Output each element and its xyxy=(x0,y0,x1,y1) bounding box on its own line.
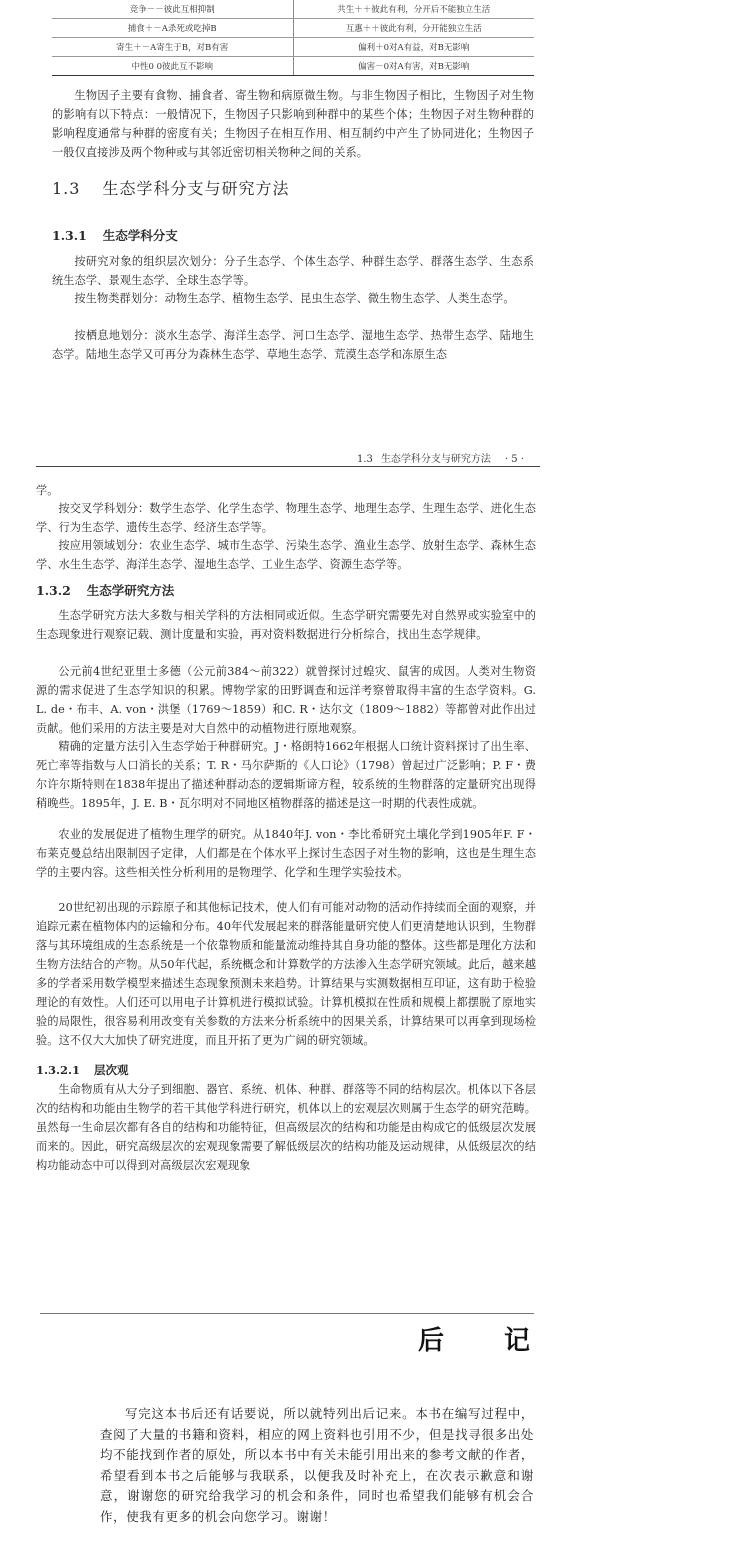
afterword-title-char: 后 xyxy=(418,1326,445,1356)
table-cell: 偏害－0对A有害，对B无影响 xyxy=(293,57,534,76)
table-row xyxy=(52,57,534,76)
table-row xyxy=(52,38,534,57)
running-header xyxy=(357,450,524,465)
afterword-rule xyxy=(40,1313,534,1314)
section-number: 1.3.1 xyxy=(52,228,87,243)
afterword-text: 写完这本书后还有话要说，所以就特列出后记来。本书在编写过程中，查阅了大量的书籍和资料，相应的网上资料也引用不少，但是找寻很多出处均不能找到作者的原处，所以本书中有关未能引用出来的参考文献的作者，希望看到本书之后能够与我联系，以便我及时补充上，在次表示歉意和谢意，谢谢您的研究给我学习的机会和条件，同时也希望我们能够有机会合作，使我有更多的机会向您学习。谢谢！ xyxy=(100,1406,534,1524)
section-heading-1-3-2-1 xyxy=(36,1062,129,1078)
section-number: 1.3.2 xyxy=(36,583,71,598)
intro-paragraph: 生物因子主要有食物、捕食者、寄生物和病原微生物。与非生物因子相比，生物因子对生物的影响有以下特点：一般情况下，生物因子只影响到种群中的某些个体；生物因子对生物种群的影响程度通常与种群的密度有关；生物因子在相互作用、相互制约中产生了协同进化；生物因子一般仅直接涉及两个物种或与其邻近密切相关物种之间的关系。 xyxy=(52,89,534,159)
continuation-text: 学。 xyxy=(36,484,59,497)
branch-paragraph: 按生物类群划分：动物生态学、植物生态学、昆虫生态学、微生物生态学、人类生态学。 xyxy=(74,292,515,305)
method-paragraph: 公元前4世纪亚里士多德（公元前384～前322）就曾探讨过蝗灾、鼠害的成因。人类对生物资源的需求促进了生态学知识的积累。博物学家的田野调查和远洋考察曾取得丰富的生态学资料。G. L. de・布丰、A. von・洪堡（1769～1859）和C. R・达尔文（1809～1882）等都曾对此作出过贡献。他们采用的方法主要是对大自然中的动植物进行原地观察。 xyxy=(36,665,536,735)
header-rule xyxy=(36,466,540,467)
table-cell: 偏利＋0对A有益，对B无影响 xyxy=(293,38,534,57)
branch-paragraph: 按应用领域划分：农业生态学、城市生态学、污染生态学、渔业生态学、放射生态学、森林生态学、水生生态学、海洋生态学、湿地生态学、工业生态学、资源生态学等。 xyxy=(36,539,536,571)
section-number: 1.3 xyxy=(52,179,81,198)
section-heading-1-3-1 xyxy=(52,226,178,244)
table-cell: 捕食＋－A杀死或吃掉B xyxy=(52,19,293,38)
section-title: 生态学科分支 xyxy=(102,228,178,243)
section-title: 生态学科分支与研究方法 xyxy=(102,179,290,198)
species-interaction-table xyxy=(52,0,534,76)
table-cell: 共生＋＋彼此有利，分开后不能独立生活 xyxy=(293,0,534,19)
page-number: · 5 · xyxy=(504,454,524,465)
branch-paragraph: 按栖息地划分：淡水生态学、海洋生态学、河口生态学、湿地生态学、热带生态学、陆地生态学。陆地生态学又可再分为森林生态学、草地生态学、荒漠生态学和冻原生态 xyxy=(52,329,534,361)
running-header-title: 生态学科分支与研究方法 xyxy=(380,454,491,465)
table-row xyxy=(52,0,534,19)
afterword-title-char: 记 xyxy=(504,1326,531,1356)
table-cell: 中性0 0彼此互不影响 xyxy=(52,57,293,76)
section-heading-1-3 xyxy=(52,176,289,199)
section-heading-1-3-2 xyxy=(36,581,174,599)
table-row xyxy=(52,19,534,38)
section-title: 生态学研究方法 xyxy=(86,583,175,598)
levels-paragraph: 生命物质有从大分子到细胞、器官、系统、机体、种群、群落等不同的结构层次。机体以下各层次的结构和功能由生物学的若干其他学科进行研究，机体以上的宏观层次则属于生态学的研究范畴。虽然每一生命层次都有各自的结构和功能特征，但高级层次的结构和功能是由构成它的低级层次发展而来的。因此，研究高级层次的宏观现象需要了解低级层次的结构功能及运动规律，从低级层次的结构功能动态中可以得到对高级层次宏观现象 xyxy=(36,1083,536,1172)
table-cell: 竞争－－彼此互相抑制 xyxy=(52,0,293,19)
running-header-section: 1.3 xyxy=(357,454,373,465)
section-title: 层次观 xyxy=(94,1063,129,1077)
table-cell: 互惠＋＋彼此有利，分开能独立生活 xyxy=(293,19,534,38)
table-cell: 寄生＋－A寄生于B，对B有害 xyxy=(52,38,293,57)
branch-paragraph: 按交叉学科划分：数学生态学、化学生态学、物理生态学、地理生态学、生理生态学、进化生态学、行为生态学、遗传生态学、经济生态学等。 xyxy=(36,502,536,534)
method-paragraph: 20世纪初出现的示踪原子和其他标记技术，使人们有可能对动物的活动作持续而全面的观察，并追踪元素在植物体内的运输和分布。40年代发展起来的群落能量研究使人们更清楚地认识到，生物群落与其环境组成的生态系统是一个依靠物质和能量流动维持其自身功能的整体。这些都是理化方法和生物方法结合的产物。从50年代起，系统概念和计算数学的方法渗入生态学研究领域。此后，越来越多的学者采用数学模型来描述生态现象预测未来趋势。计算结果与实测数据相互印证，这有助于检验理论的有效性。人们还可以用电子计算机进行模拟试验。计算机模拟在性质和规模上都摆脱了原地实验的局限性，很容易利用改变有关参数的方法来分析系统中的因果关系，计算结果可以再拿到现场检验。这不仅大大加快了研究进度，而且开拓了更为广阔的研究领域。 xyxy=(36,901,536,1047)
branch-paragraph: 按研究对象的组织层次划分：分子生态学、个体生态学、种群生态学、群落生态学、生态系统生态学、景观生态学、全球生态学等。 xyxy=(52,255,534,287)
method-paragraph: 农业的发展促进了植物生理学的研究。从1840年J. von・李比希研究土壤化学到1905年F. F・布莱克曼总结出限制因子定律，人们都是在个体水平上探讨生态因子对生物的影响，这也是生理生态学的主要内容。这些相关性分析利用的是物理学、化学和生理学实验技术。 xyxy=(36,828,536,879)
method-paragraph: 精确的定量方法引入生态学始于种群研究。J・格朗特1662年根据人口统计资料探讨了出生率、死亡率等指数与人口消长的关系；T. R・马尔萨斯的《人口论》（1798）曾起过广泛影响；P. F・费尔许尔斯特则在1838年提出了描述种群动态的逻辑斯谛方程，较系统的生物群落的定量研究出现得稍晚些。1895年，J. E. B・瓦尔明对不同地区植物群落的描述是这一时期的代表性成就。 xyxy=(36,740,536,810)
section-number: 1.3.2.1 xyxy=(36,1063,81,1077)
method-paragraph: 生态学研究方法大多数与相关学科的方法相同或近似。生态学研究需要先对自然界或实验室中的生态现象进行观察记载、测计度量和实验，再对资料数据进行分析综合，找出生态学规律。 xyxy=(36,609,536,641)
